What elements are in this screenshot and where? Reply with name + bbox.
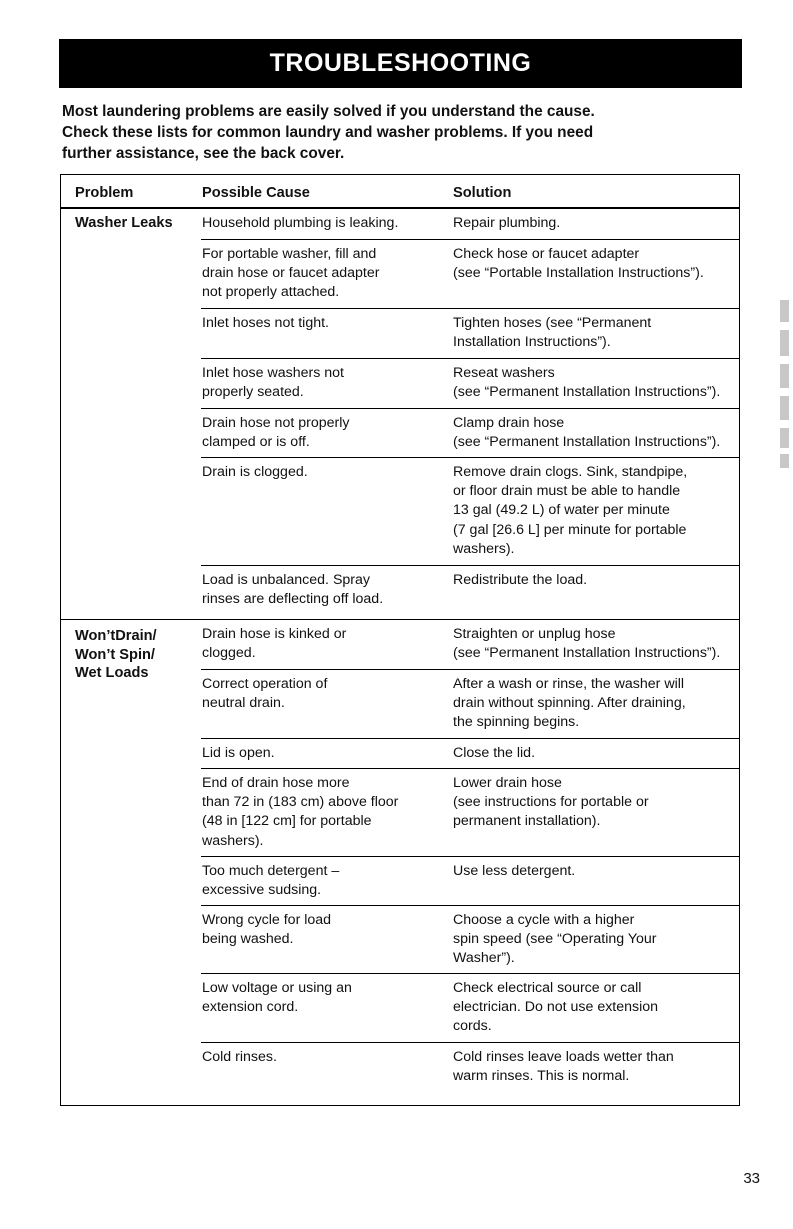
table-row xyxy=(201,670,739,739)
solution-text: Check hose or faucet adapter (see “Portable Installation Instructions”). xyxy=(453,246,704,282)
intro-line: further assistance, see the back cover. xyxy=(62,145,345,162)
table-row xyxy=(201,409,739,458)
solution-text: Check electrical source or call electrician. Do not use extension cords. xyxy=(453,980,659,1035)
solution-text: Choose a cycle with a higher spin speed (see “Operating Your Washer”). xyxy=(453,912,657,967)
solution-text: Straighten or unplug hose (see “Permanent Installation Instructions”). xyxy=(453,626,721,662)
solution-text: Reseat washers (see “Permanent Installation Instructions”). xyxy=(453,365,721,401)
table-row xyxy=(201,769,739,857)
cause-text: Inlet hose washers not properly seated. xyxy=(202,365,344,401)
table-row xyxy=(201,240,739,309)
cause-text: Inlet hoses not tight. xyxy=(202,315,329,331)
solution-text: Clamp drain hose (see “Permanent Installation Instructions”). xyxy=(453,415,721,451)
solution-text: Use less detergent. xyxy=(453,863,576,879)
column-header-problem: Problem xyxy=(75,185,134,201)
solution-text: Lower drain hose (see instructions for portable or permanent installation). xyxy=(453,775,649,830)
table-row xyxy=(201,209,739,240)
solution-text: Close the lid. xyxy=(453,745,536,761)
solution-text: Repair plumbing. xyxy=(453,215,561,231)
table-row xyxy=(201,620,739,670)
page-number: 33 xyxy=(743,1170,760,1187)
cause-text: For portable washer, fill and drain hose or faucet adapter not properly attached. xyxy=(202,246,380,301)
table-row xyxy=(201,857,739,906)
solution-text: Cold rinses leave loads wetter than warm rinses. This is normal. xyxy=(453,1049,674,1085)
cause-text: Cold rinses. xyxy=(202,1049,277,1065)
table-row xyxy=(201,739,739,769)
solution-text: After a wash or rinse, the washer will drain without spinning. After draining, the spinning begins. xyxy=(453,676,686,731)
table-row xyxy=(201,309,739,359)
cause-text: Household plumbing is leaking. xyxy=(202,215,399,231)
table-row xyxy=(201,458,739,566)
intro-line: Most laundering problems are easily solved if you understand the cause. xyxy=(62,103,595,120)
cause-text: Lid is open. xyxy=(202,745,275,761)
table-row xyxy=(201,359,739,409)
cause-text: Correct operation of neutral drain. xyxy=(202,676,328,712)
intro-line: Check these lists for common laundry and washer problems. If you need xyxy=(62,124,594,141)
cause-text: Drain hose not properly clamped or is off. xyxy=(202,415,350,451)
language-edge-tab xyxy=(780,300,789,470)
column-header-cause: Possible Cause xyxy=(202,185,310,201)
cause-text: Load is unbalanced. Spray rinses are deflecting off load. xyxy=(202,572,384,608)
solution-text: Remove drain clogs. Sink, standpipe, or floor drain must be able to handle 13 gal (49.2 L) of water per minute (7 gal [26.6 L] per minute for portable washers). xyxy=(453,464,688,557)
problem-wont-drain-spin-wet-loads: Won’tDrain/ Won’t Spin/ Wet Loads xyxy=(75,628,157,682)
column-header-solution: Solution xyxy=(453,185,512,201)
cause-text: Wrong cycle for load being washed. xyxy=(202,912,332,948)
cause-text: End of drain hose more than 72 in (183 cm) above floor (48 in [122 cm] for portable washers). xyxy=(202,775,399,849)
table-row xyxy=(201,566,739,619)
page-title: TROUBLESHOOTING xyxy=(269,49,532,77)
intro-paragraph xyxy=(62,101,762,164)
table-row xyxy=(201,906,739,974)
problem-washer-leaks: Washer Leaks xyxy=(75,215,173,231)
solution-text: Tighten hoses (see “Permanent Installation Instructions”). xyxy=(453,315,652,351)
cause-text: Drain is clogged. xyxy=(202,464,308,480)
cause-text: Low voltage or using an extension cord. xyxy=(202,980,352,1016)
page-title-banner xyxy=(59,39,742,88)
cause-text: Drain hose is kinked or clogged. xyxy=(202,626,347,662)
cause-text: Too much detergent – excessive sudsing. xyxy=(202,863,340,899)
solution-text: Redistribute the load. xyxy=(453,572,588,588)
table-row xyxy=(201,1043,739,1103)
table-row xyxy=(201,974,739,1043)
